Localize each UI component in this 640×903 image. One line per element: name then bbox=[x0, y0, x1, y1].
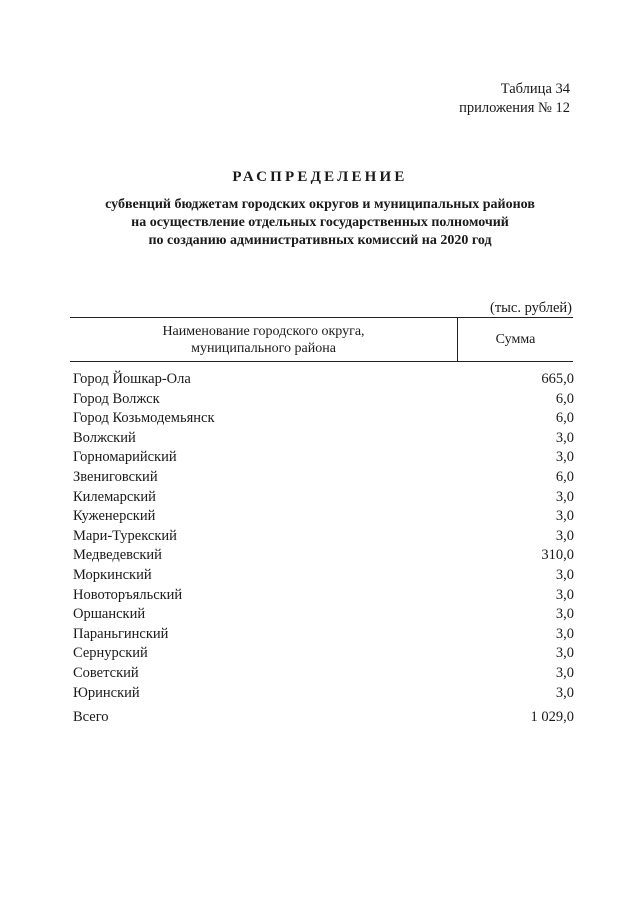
table-row bbox=[73, 468, 574, 488]
column-header-name-line-1: Наименование городского округа, bbox=[162, 323, 365, 339]
document-heading bbox=[0, 167, 640, 250]
column-header-sum: Сумма bbox=[495, 331, 536, 347]
total-value: 1 029,0 bbox=[530, 709, 574, 725]
table-row bbox=[73, 644, 574, 664]
column-header-name-line-2: муниципального района bbox=[191, 340, 336, 356]
row-value: 3,0 bbox=[555, 586, 574, 603]
row-name: Горномарийский bbox=[73, 449, 177, 466]
table-row bbox=[73, 527, 574, 547]
row-name: Оршанский bbox=[73, 606, 146, 623]
table-row bbox=[73, 566, 574, 586]
row-name: Моркинский bbox=[73, 566, 152, 583]
table-row bbox=[73, 448, 574, 468]
row-name: Волжский bbox=[73, 429, 136, 446]
row-name: Город Козьмодемьянск bbox=[73, 410, 215, 427]
table-reference bbox=[459, 80, 570, 118]
table-row bbox=[73, 390, 574, 410]
row-value: 310,0 bbox=[541, 547, 574, 564]
row-name: Новоторъяльский bbox=[73, 586, 183, 603]
row-value: 3,0 bbox=[555, 684, 574, 701]
row-name: Сернурский bbox=[73, 645, 148, 662]
row-name: Советский bbox=[73, 664, 139, 681]
table-number: Таблица 34 bbox=[500, 81, 570, 97]
row-value: 3,0 bbox=[555, 488, 574, 505]
table-row bbox=[73, 370, 574, 390]
document-title: РАСПРЕДЕЛЕНИЕ bbox=[232, 169, 408, 185]
row-name: Юринский bbox=[73, 684, 140, 701]
table-row bbox=[73, 507, 574, 527]
total-row bbox=[73, 707, 574, 727]
row-name: Город Волжск bbox=[73, 390, 160, 407]
row-value: 3,0 bbox=[555, 645, 574, 662]
row-name: Параньгинский bbox=[73, 625, 169, 642]
row-value: 3,0 bbox=[555, 664, 574, 681]
table-body bbox=[73, 370, 574, 703]
subtitle-line-2: на осуществление отдельных государственных полномочий bbox=[131, 215, 509, 230]
row-name: Мари-Турекский bbox=[73, 527, 177, 544]
row-value: 6,0 bbox=[555, 390, 574, 407]
table-row bbox=[73, 409, 574, 429]
row-value: 3,0 bbox=[555, 429, 574, 446]
row-value: 3,0 bbox=[555, 625, 574, 642]
row-value: 6,0 bbox=[555, 410, 574, 427]
total-label: Всего bbox=[73, 709, 109, 725]
row-value: 3,0 bbox=[555, 508, 574, 525]
column-header-name bbox=[70, 318, 458, 361]
table-row bbox=[73, 586, 574, 606]
subtitle-line-3: по созданию административных комиссий на 2020 год bbox=[148, 233, 492, 248]
table-row bbox=[73, 625, 574, 645]
row-value: 3,0 bbox=[555, 606, 574, 623]
row-value: 3,0 bbox=[555, 527, 574, 544]
table-row bbox=[73, 488, 574, 508]
row-value: 3,0 bbox=[555, 566, 574, 583]
row-name: Звениговский bbox=[73, 468, 158, 485]
table-row bbox=[73, 605, 574, 625]
row-name: Куженерский bbox=[73, 508, 156, 525]
row-name: Город Йошкар-Ола bbox=[73, 371, 191, 387]
table-row bbox=[73, 546, 574, 566]
row-name: Медведевский bbox=[73, 547, 162, 564]
subtitle-line-1: субвенций бюджетам городских округов и муниципальных районов bbox=[105, 197, 535, 212]
table-row bbox=[73, 684, 574, 704]
row-value: 3,0 bbox=[555, 449, 574, 466]
appendix-number: приложения № 12 bbox=[459, 100, 570, 116]
row-value: 6,0 bbox=[555, 468, 574, 485]
table-header bbox=[70, 317, 573, 362]
table-row bbox=[73, 429, 574, 449]
row-value: 665,0 bbox=[541, 371, 574, 387]
table-row bbox=[73, 664, 574, 684]
units-label: (тыс. рублей) bbox=[490, 300, 572, 316]
row-name: Килемарский bbox=[73, 488, 156, 505]
